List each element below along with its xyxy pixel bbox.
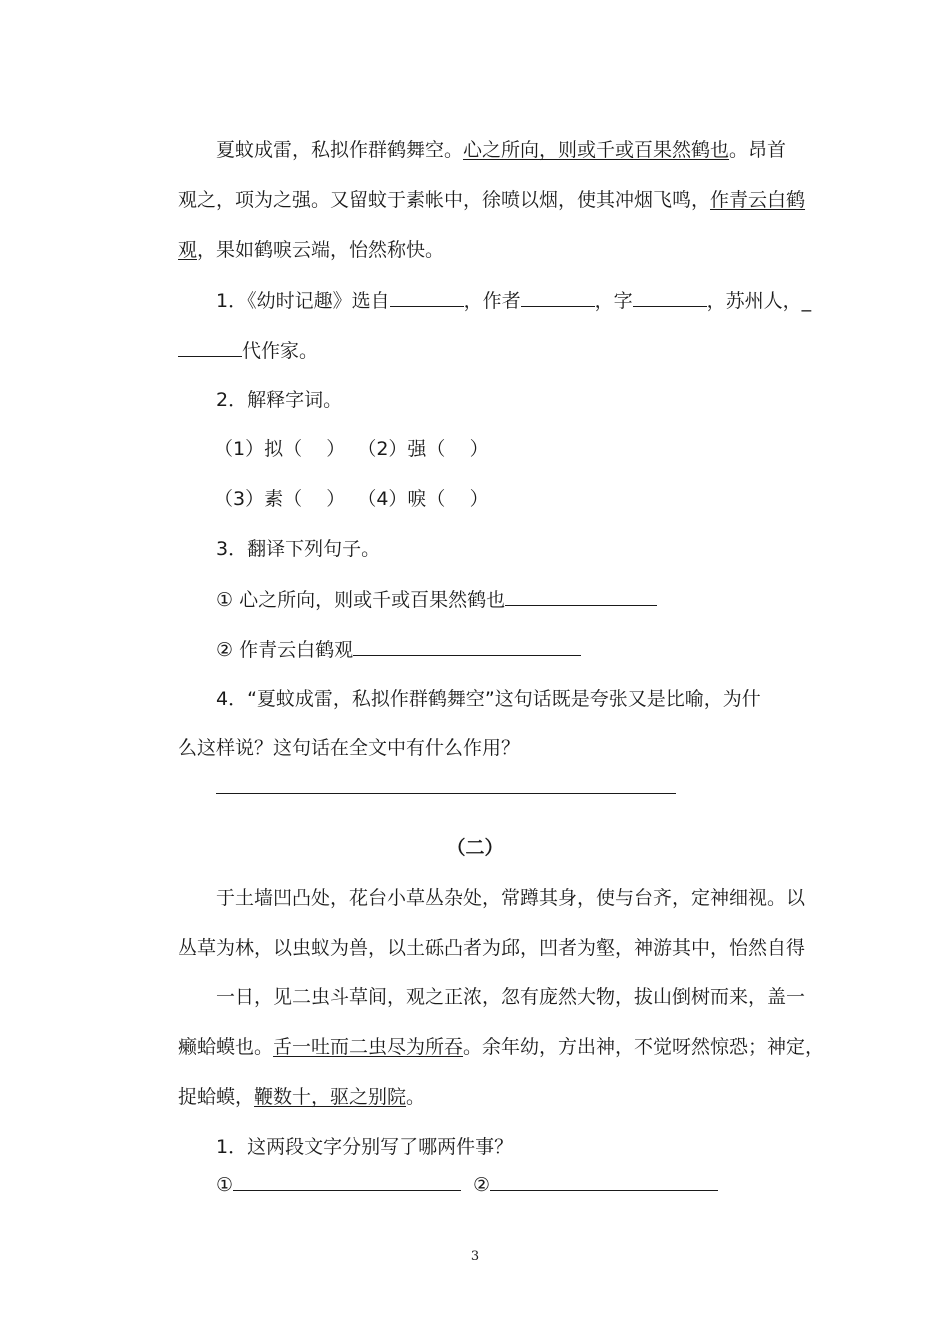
answer-blank[interactable] (390, 288, 464, 307)
answer-blank[interactable] (505, 587, 657, 606)
question-4-line1: 4．“夏蚊成雷，私拟作群鹤舞空”这句话既是夸张又是比喻，为什 (216, 688, 761, 710)
answer-blank[interactable] (633, 288, 707, 307)
answer-line[interactable] (216, 793, 676, 794)
underlined-phrase: 作青云白鹤 (710, 189, 806, 211)
underlined-sentence: 舌一吐而二虫尽为所吞 (273, 1036, 464, 1058)
underlined-phrase: 观 (178, 239, 198, 261)
text: 观之，项为之强。又留蚊于素帐中，徐喷以烟，使其冲烟飞鸣， (178, 189, 711, 211)
passage2-line4 (178, 1035, 824, 1059)
text: 癞蛤蟆也。 (178, 1036, 274, 1058)
passage1-line2 (178, 188, 805, 212)
passage1-line3 (178, 238, 444, 262)
underlined-phrase: 鞭数十，驱之别院 (254, 1086, 407, 1108)
question-2-label: 2．解释字词。 (216, 389, 343, 411)
text: ，苏州人，_ (706, 290, 812, 312)
answer-blank[interactable] (178, 338, 242, 357)
text: 代作家。 (242, 340, 319, 362)
section2-question-1: 1．这两段文字分别写了哪两件事？ (216, 1136, 514, 1158)
marker-2: ② (473, 1174, 491, 1196)
text: 夏蚊成雷，私拟作群鹤舞空。 (216, 139, 464, 161)
marker-1: ① (216, 1174, 234, 1196)
passage1-line1 (216, 138, 786, 162)
text: 。 (406, 1086, 426, 1108)
underlined-sentence: 心之所向，则或千或百果然鹤也 (463, 139, 730, 161)
page-number: 3 (470, 1249, 480, 1264)
question-4-line2: 么这样说？这句话在全文中有什么作用？ (178, 737, 521, 759)
section2-answer-row (216, 1172, 718, 1197)
passage2-line3: 一日，见二虫斗草间，观之正浓，忽有庞然大物，拔山倒树而来，盖一 (216, 986, 806, 1008)
text: 捉蛤蟆， (178, 1086, 255, 1108)
text: ，字 (594, 290, 633, 312)
passage2-line5 (178, 1085, 425, 1109)
passage2-line1: 于土墙凹凸处，花台小草丛杂处，常蹲其身，使与台齐，定神细视。以 (216, 887, 806, 909)
answer-blank[interactable] (521, 288, 595, 307)
question-3-sentence1 (216, 587, 657, 612)
text: 1．《幼时记趣》选自 (216, 290, 390, 312)
text: ，果如鹤唳云端，怡然称快。 (197, 239, 445, 261)
question-2-row1: （1）拟（ ） （2）强（ ） (214, 438, 489, 460)
text: ② 作青云白鹤观 (216, 639, 354, 661)
answer-blank-2[interactable] (490, 1172, 718, 1191)
text: 。余年幼，方出神，不觉呀然惊恐；神定， (463, 1036, 825, 1058)
answer-blank-1[interactable] (233, 1172, 461, 1191)
section-title: （二） (446, 837, 504, 859)
question-2-row2: （3）素（ ） （4）唳（ ） (214, 488, 489, 510)
text: 。昂首 (729, 139, 787, 161)
text: ① 心之所向，则或千或百果然鹤也 (216, 589, 506, 611)
passage2-line2: 丛草为林，以虫蚁为兽，以土砾凸者为邱，凹者为壑，神游其中，怡然自得 (178, 937, 806, 959)
answer-blank[interactable] (353, 637, 581, 656)
question-1 (216, 288, 811, 313)
question-3-label: 3．翻译下列句子。 (216, 538, 381, 560)
question-1-cont (178, 338, 318, 363)
question-3-sentence2 (216, 637, 581, 662)
text: ，作者 (463, 290, 521, 312)
